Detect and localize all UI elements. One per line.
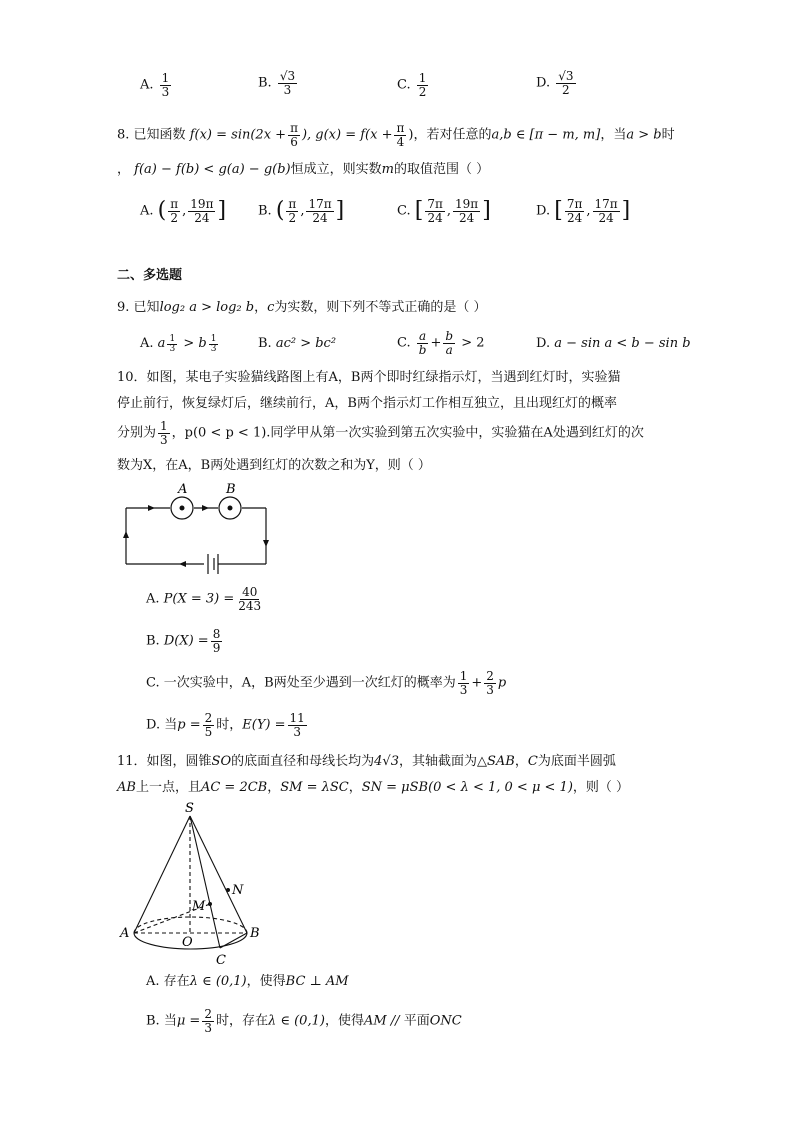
q11-option-b[interactable]: B. 当μ = $\frac{2}{3}$ 时，存在λ ∈ (0,1)，使得AM // 平面ONC bbox=[146, 1007, 462, 1035]
q8-stem-line2: ， f(a) − f(b) < g(a) − g(b)恒成立，则实数m的取值范围（ ） bbox=[117, 162, 490, 177]
q9-option-c[interactable]: C. $\frac{a}{b}$ + $\frac{b}{a}$ > 2 bbox=[397, 329, 485, 357]
q7-option-a[interactable]: A. $\frac{1}{3}$ bbox=[140, 71, 170, 99]
q10-option-c[interactable]: C. 一次实验中，A，B两处至少遇到一次红灯的概率为 $\frac{1}{3}$ + $\frac{2}{3}$ p bbox=[146, 669, 507, 697]
q10-stem-line4: 数为X，在A，B两处遇到红灯的次数之和为Y，则（ ） bbox=[117, 458, 431, 473]
q8-stem-line1: 8. 已知函数 f(x) = sin(2x + $\frac{\pi}{6}$ ), g(x) = f(x + $\frac{\pi}{4}$ )，若对任意的a,b ∈ [π − m, m]，当a > b时 bbox=[117, 121, 675, 149]
q10-stem-line2: 停止前行，恢复绿灯后，继续前行，A，B两个指示灯工作相互独立，且出现红灯的概率 bbox=[117, 396, 617, 411]
q9-option-d[interactable]: D. a − sin a < b − sin b bbox=[536, 336, 691, 351]
q11-label-b: B bbox=[250, 926, 260, 941]
q9-option-a[interactable]: A. a $\frac{1}{3}$ > b $\frac{1}{3}$ bbox=[140, 334, 217, 355]
q8-option-d[interactable]: D. [ $\frac{7\pi}{24}$ , $\frac{17\pi}{24}$ ] bbox=[536, 197, 631, 225]
q8-option-c[interactable]: C. [ $\frac{7\pi}{24}$ , $\frac{19\pi}{24}$ ] bbox=[397, 197, 491, 225]
section-title: 二、多选题 bbox=[117, 268, 183, 283]
q11-option-a[interactable]: A. 存在λ ∈ (0,1)，使得BC ⊥ AM bbox=[146, 974, 349, 989]
q11-label-a: A bbox=[120, 926, 130, 941]
q7-option-c[interactable]: C. $\frac{1}{2}$ bbox=[397, 71, 427, 99]
q7-option-b[interactable]: B. $\frac{√3}{3}$ bbox=[258, 69, 296, 97]
q10-label-b: B bbox=[226, 482, 236, 497]
q10-circuit-figure bbox=[118, 480, 278, 575]
q10-option-a[interactable]: A. P(X = 3) = $\frac{40}{243}$ bbox=[146, 585, 262, 613]
q11-cone-figure bbox=[116, 800, 276, 970]
q10-stem-line3: 分别为 $\frac{1}{3}$ ，p(0 < p < 1).同学甲从第一次实验到第五次实验中，实验猫在A处遇到红灯的次 bbox=[117, 419, 644, 447]
q11-label-n: N bbox=[232, 883, 244, 898]
q9-stem: 9. 已知log₂ a > log₂ b，c为实数，则下列不等式正确的是（ ） bbox=[117, 300, 487, 315]
q11-label-m: M bbox=[192, 899, 206, 914]
q10-label-a: A bbox=[178, 482, 188, 497]
q7-option-d[interactable]: D. $\frac{√3}{2}$ bbox=[536, 69, 574, 97]
q11-label-s: S bbox=[185, 801, 194, 816]
q11-stem-line1: 11．如图，圆锥SO的底面直径和母线长均为4√3，其轴截面为△SAB，C为底面半圆弧 bbox=[117, 754, 616, 769]
q9-option-b[interactable]: B. ac² > bc² bbox=[258, 336, 337, 351]
q10-option-b[interactable]: B. D(X) = $\frac{8}{9}$ bbox=[146, 627, 221, 655]
q8-option-a[interactable]: A. ( $\frac{\pi}{2}$ , $\frac{19\pi}{24}$ ] bbox=[140, 197, 227, 225]
q10-stem-line1: 10．如图，某电子实验猫线路图上有A，B两个即时红绿指示灯，当遇到红灯时，实验猫 bbox=[117, 370, 621, 385]
q11-label-c: C bbox=[216, 953, 226, 968]
q11-stem-line2: AB上一点，且AC = 2CB，SM = λSC，SN = μSB(0 < λ < 1, 0 < μ < 1)，则（ ） bbox=[117, 780, 630, 795]
q8-option-b[interactable]: B. ( $\frac{\pi}{2}$ , $\frac{17\pi}{24}$ ] bbox=[258, 197, 345, 225]
q10-option-d[interactable]: D. 当p = $\frac{2}{5}$ 时，E(Y) = $\frac{11}{3}$ bbox=[146, 711, 305, 739]
q11-label-o: O bbox=[182, 935, 193, 950]
